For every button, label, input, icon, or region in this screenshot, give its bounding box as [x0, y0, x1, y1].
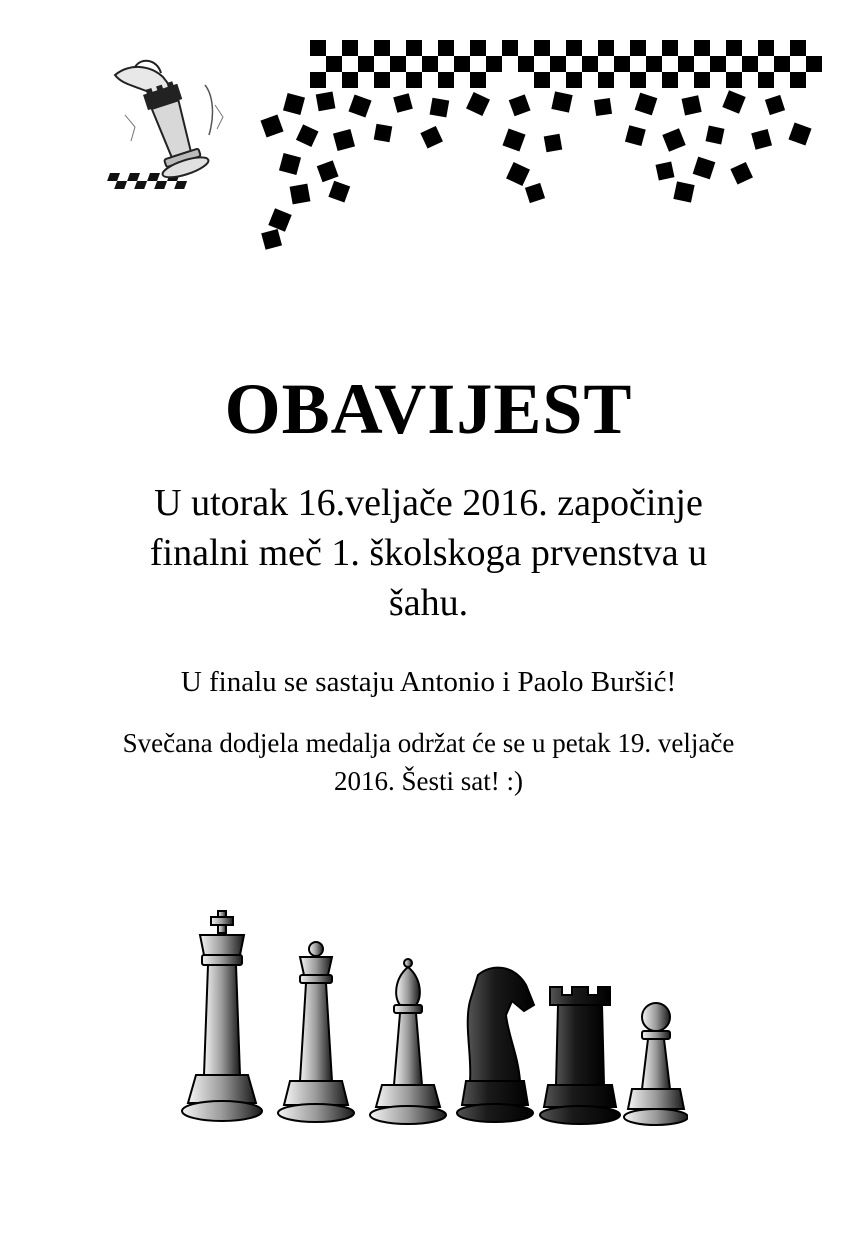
announcement-line: finalni meč 1. školskoga prvenstva u [149, 532, 708, 574]
rook-hand-icon [105, 55, 235, 205]
announcement-text [70, 478, 787, 628]
finalists-text: U finalu se sastaju Antonio i Paolo Buršić! [180, 666, 677, 698]
pawn-icon [624, 1003, 688, 1125]
chess-pieces-icon [178, 905, 688, 1140]
announcement-line: U utorak 16.veljače 2016. započinje [154, 482, 703, 524]
rook-icon [540, 987, 620, 1124]
king-icon [182, 911, 262, 1121]
ceremony-line: 2016. Šesti sat! :) [334, 766, 523, 796]
page-title: OBAVIJEST [224, 369, 633, 449]
announcement-line: šahu. [388, 582, 469, 624]
queen-icon [278, 942, 354, 1122]
ceremony-text [60, 724, 797, 800]
checkered-flag-icon [255, 35, 825, 255]
knight-icon [457, 968, 534, 1122]
bishop-icon [370, 959, 446, 1124]
ceremony-line: Svečana dodjela medalja održat će se u petak 19. veljače [122, 728, 735, 758]
